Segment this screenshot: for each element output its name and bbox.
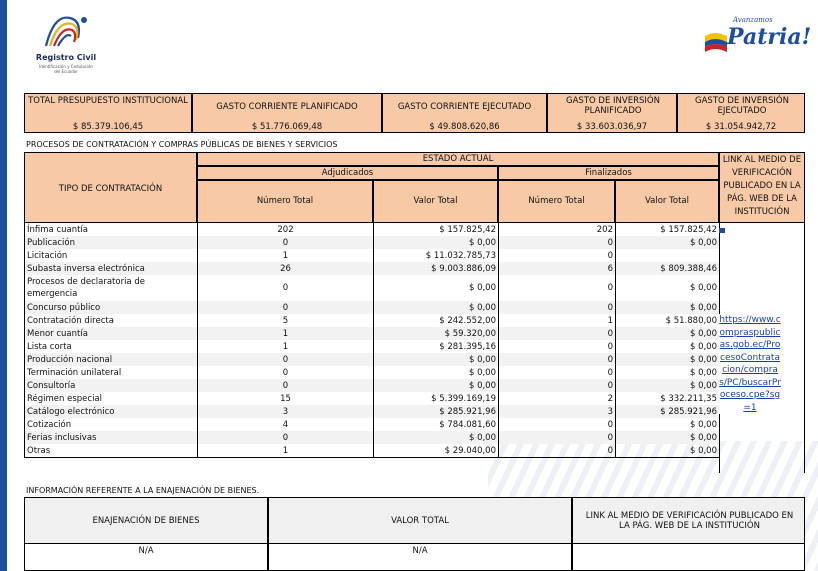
tipo-cell: Cotización (25, 418, 198, 431)
table-row (25, 327, 720, 340)
enajenacion-col3-header (572, 497, 805, 544)
summary-total-presupuesto (24, 93, 192, 133)
tipo-cell: Procesos de declaratoria de emergencia (25, 275, 198, 301)
campaign-small-text: Avanzamos (733, 16, 773, 24)
table-row (25, 366, 720, 379)
summary-gcp-value: $ 51.776.069,48 (251, 122, 323, 132)
subtitle-line-2: del Ecuador (54, 69, 78, 74)
tipo-cell: Licitación (25, 249, 198, 262)
fin-numero-cell: 0 (499, 301, 616, 314)
avanzamos-patria-logo (703, 14, 812, 64)
enajenacion-link-cell (572, 544, 805, 571)
enajenacion-val1-cell (24, 544, 268, 571)
tipo-contratacion-header (24, 152, 197, 223)
summary-gasto-corriente-ejecutado (382, 93, 547, 133)
fin-valor-cell: $ 0,00 (616, 236, 720, 249)
fin-numero-cell: 0 (499, 379, 616, 392)
fin-numero-cell: 0 (499, 431, 616, 444)
adj-valor-cell: $ 5.399.169,19 (374, 392, 499, 405)
procesos-section-title: PROCESOS DE CONTRATACIÓN Y COMPRAS PÚBLICAS DE BIENES Y SERVICIOS (26, 140, 338, 149)
finalizados-header (498, 166, 719, 180)
contratacion-table-body (25, 223, 720, 458)
fin-numero-label: Número Total (528, 196, 585, 206)
summary-gce-label: GASTO CORRIENTE EJECUTADO (397, 102, 532, 112)
fin-valor-label: Valor Total (645, 196, 689, 206)
fin-valor-cell: $ 0,00 (616, 327, 720, 340)
adj-valor-cell: $ 11.032.785,73 (374, 249, 499, 262)
table-row (25, 340, 720, 353)
adj-numero-cell: 0 (198, 431, 374, 444)
adj-valor-cell: $ 29.040,00 (374, 444, 499, 458)
table-row (25, 223, 720, 236)
fin-valor-cell: $ 0,00 (616, 275, 720, 301)
enajenacion-val1: N/A (138, 546, 154, 556)
adj-numero-cell: 1 (198, 340, 374, 353)
fin-numero-cell: 0 (499, 418, 616, 431)
fin-valor-cell: $ 157.825,42 (616, 223, 720, 236)
fin-numero-cell: 0 (499, 444, 616, 458)
adj-numero-cell: 1 (198, 444, 374, 458)
fin-numero-cell: 202 (499, 223, 616, 236)
fin-numero-cell: 0 (499, 327, 616, 340)
summary-gasto-corriente-planificado (192, 93, 382, 133)
fin-numero-cell: 2 (499, 392, 616, 405)
table-row (25, 431, 720, 444)
subtitle-line-1: Identificación y Cedulación (39, 64, 93, 69)
row-marker (719, 228, 725, 233)
link-compras-publicas[interactable]: https://www.compraspublicas.gob.ec/ProcesoContratacion/compras/PC/buscarProceso.cpe?sg=1 (719, 315, 781, 413)
adjudicados-label: Adjudicados (321, 168, 374, 178)
registro-civil-title: Registro Civil (35, 53, 97, 62)
fin-numero-cell: 0 (499, 366, 616, 379)
tipo-cell: Catálogo electrónico (25, 405, 198, 418)
summary-gie-label: GASTO DE INVERSIÓN EJECUTADO (695, 96, 789, 116)
adj-numero-cell: 4 (198, 418, 374, 431)
fin-valor-cell (616, 249, 720, 262)
fin-valor-cell: $ 0,00 (616, 418, 720, 431)
tipo-cell: Régimen especial (25, 392, 198, 405)
adj-numero-cell: 1 (198, 249, 374, 262)
adj-numero-cell: 0 (198, 275, 374, 301)
fin-numero-cell: 0 (499, 353, 616, 366)
fin-valor-cell: $ 0,00 (616, 301, 720, 314)
summary-gip-label: GASTO DE INVERSIÓN PLANIFICADO (566, 96, 660, 116)
adj-valor-label: Valor Total (413, 196, 458, 206)
fin-valor-cell: $ 51.880,00 (616, 314, 720, 327)
tipo-cell: Lista corta (25, 340, 198, 353)
fin-valor-cell: $ 0,00 (616, 366, 720, 379)
tipo-cell: Publicación (25, 236, 198, 249)
summary-gasto-inversion-planificado (547, 93, 677, 133)
adj-numero-cell: 0 (198, 379, 374, 392)
tipo-cell: Concurso público (25, 301, 198, 314)
table-row (25, 262, 720, 275)
campaign-big-text: Patria! (727, 24, 812, 50)
table-row (25, 275, 720, 301)
adj-valor-cell: $ 784.081,60 (374, 418, 499, 431)
table-row (25, 314, 720, 327)
fin-valor-cell: $ 0,00 (616, 340, 720, 353)
fin-numero-cell: 0 (499, 249, 616, 262)
summary-gce-value: $ 49.808.620,86 (429, 122, 500, 132)
summary-total-label: TOTAL PRESUPUESTO INSTITUCIONAL (28, 96, 188, 106)
adj-valor-cell: $ 59.320,00 (374, 327, 499, 340)
summary-gasto-inversion-ejecutado (677, 93, 805, 133)
adj-valor-cell: $ 0,00 (374, 431, 499, 444)
enajenacion-col2-label: VALOR TOTAL (391, 516, 449, 526)
adj-numero-cell: 202 (198, 223, 374, 236)
adj-numero-label: Número Total (256, 196, 314, 206)
enajenacion-col1-header (24, 497, 268, 544)
enajenacion-col1-label: ENAJENACIÓN DE BIENES (92, 516, 200, 526)
adj-valor-total-header (373, 180, 498, 223)
registro-civil-emblem-icon (26, 8, 106, 54)
adj-valor-cell: $ 157.825,42 (374, 223, 499, 236)
table-row (25, 236, 720, 249)
fin-valor-cell: $ 0,00 (616, 431, 720, 444)
tipo-cell: Ínfima cuantía (25, 223, 198, 236)
tipo-cell: Subasta inversa electrónica (25, 262, 198, 275)
table-row (25, 301, 720, 314)
table-row (25, 444, 720, 458)
adj-numero-cell: 15 (198, 392, 374, 405)
enajenacion-col3-label: LINK AL MEDIO DE VERIFICACIÓN PUBLICADO EN LA PÁG. WEB DE LA INSTITUCIÓN (585, 511, 794, 531)
fin-numero-cell: 0 (499, 236, 616, 249)
link-header-label: LINK AL MEDIO DE VERIFICACIÓN PUBLICADO EN LA PÁG. WEB DE LA INSTITUCIÓN (722, 155, 802, 217)
adjudicados-header (197, 166, 498, 180)
adj-numero-cell: 26 (198, 262, 374, 275)
adj-numero-cell: 0 (198, 301, 374, 314)
adj-valor-cell: $ 0,00 (374, 366, 499, 379)
fin-numero-cell: 6 (499, 262, 616, 275)
summary-total-value: $ 85.379.106,45 (72, 122, 144, 132)
adj-valor-cell: $ 242.552,00 (374, 314, 499, 327)
estado-actual-header (197, 152, 719, 166)
adj-numero-cell: 0 (198, 353, 374, 366)
adj-valor-cell: $ 0,00 (374, 301, 499, 314)
fin-valor-cell: $ 0,00 (616, 379, 720, 392)
tipo-cell: Terminación unilateral (25, 366, 198, 379)
fin-numero-total-header (498, 180, 615, 223)
fin-valor-cell: $ 0,00 (616, 353, 720, 366)
tipo-cell: Otras (25, 444, 198, 458)
tipo-cell: Contratación directa (25, 314, 198, 327)
fin-numero-cell: 3 (499, 405, 616, 418)
adj-valor-cell: $ 0,00 (374, 275, 499, 301)
fin-valor-total-header (615, 180, 719, 223)
registro-civil-logo (26, 8, 106, 78)
table-row (25, 249, 720, 262)
adj-numero-total-header (197, 180, 373, 223)
adj-valor-cell: $ 0,00 (374, 379, 499, 392)
adj-numero-cell: 0 (198, 366, 374, 379)
adj-valor-cell: $ 281.395,16 (374, 340, 499, 353)
table-row (25, 392, 720, 405)
tipo-header-label: TIPO DE CONTRATACIÓN (58, 184, 163, 194)
enajenacion-val2-cell (268, 544, 572, 571)
table-row (25, 353, 720, 366)
summary-gip-value: $ 33.603.036,97 (576, 122, 648, 132)
tipo-cell: Menor cuantía (25, 327, 198, 340)
finalizados-label: Finalizados (585, 168, 632, 178)
adj-valor-cell: $ 0,00 (374, 236, 499, 249)
enajenacion-col2-header (268, 497, 572, 544)
adj-valor-cell: $ 9.003.886,09 (374, 262, 499, 275)
tipo-cell: Ferias inclusivas (25, 431, 198, 444)
link-verificacion-header (719, 152, 805, 223)
adj-valor-cell: $ 0,00 (374, 353, 499, 366)
fin-valor-cell: $ 0,00 (616, 444, 720, 458)
adj-valor-cell: $ 285.921,96 (374, 405, 499, 418)
enajenacion-val2: N/A (412, 546, 428, 556)
adj-numero-cell: 1 (198, 327, 374, 340)
summary-gcp-label: GASTO CORRIENTE PLANIFICADO (216, 102, 358, 112)
adj-numero-cell: 3 (198, 405, 374, 418)
enajenacion-section-title: INFORMACIÓN REFERENTE A LA ENAJENACIÓN DE BIENES. (26, 486, 260, 495)
registro-civil-subtitle (26, 64, 106, 74)
table-row (25, 418, 720, 431)
tipo-cell: Consultoría (25, 379, 198, 392)
table-row (25, 405, 720, 418)
adj-numero-cell: 5 (198, 314, 374, 327)
fin-valor-cell: $ 809.388,46 (616, 262, 720, 275)
fin-valor-cell: $ 332.211,35 (616, 392, 720, 405)
fin-valor-cell: $ 285.921,96 (616, 405, 720, 418)
table-row (25, 379, 720, 392)
adj-numero-cell: 0 (198, 236, 374, 249)
left-accent-bar (0, 0, 7, 571)
summary-gie-value: $ 31.054.942,72 (705, 122, 777, 132)
flag-ribbon-icon (703, 30, 729, 60)
estado-actual-label: ESTADO ACTUAL (422, 154, 494, 164)
contratacion-table (24, 223, 720, 458)
tipo-cell: Producción nacional (25, 353, 198, 366)
fin-numero-cell: 0 (499, 275, 616, 301)
fin-numero-cell: 1 (499, 314, 616, 327)
fin-numero-cell: 0 (499, 340, 616, 353)
